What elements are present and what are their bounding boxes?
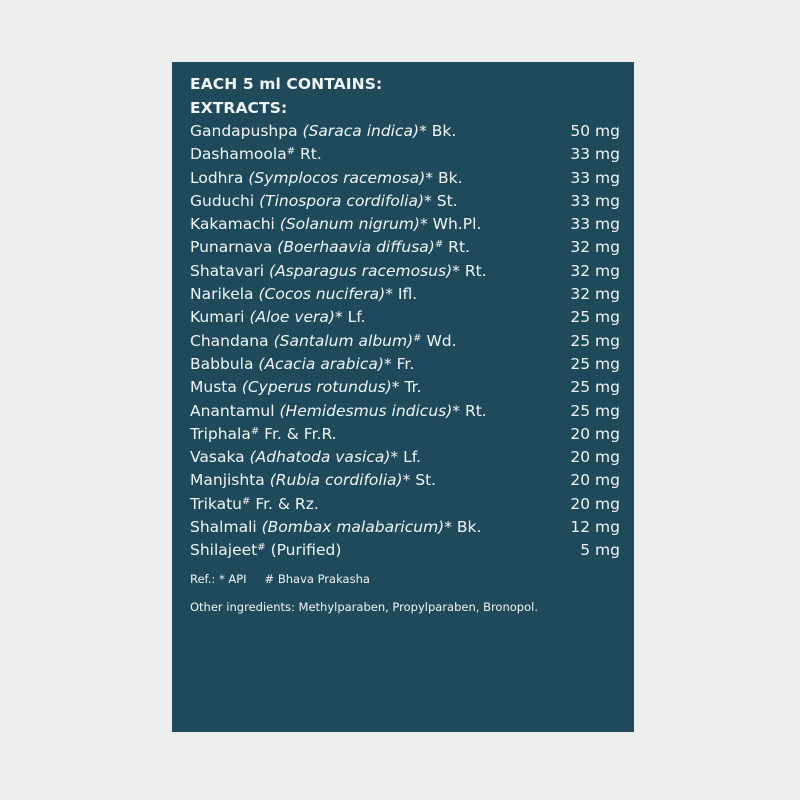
- ref-bhava: # Bhava Prakasha: [264, 571, 370, 586]
- ingredient-part: Tr.: [404, 378, 422, 397]
- ingredient-latin-name: (Cocos nucifera): [258, 285, 386, 304]
- ingredient-row: [190, 493, 620, 516]
- ingredient-amount: 33 mg: [570, 191, 620, 210]
- ingredient-name: Musta: [190, 378, 237, 397]
- ingredient-latin-name: (Santalum album): [273, 331, 414, 350]
- api-mark: *: [391, 378, 400, 397]
- ingredient-row: [190, 446, 620, 469]
- ingredient-part: Bk.: [437, 168, 463, 187]
- ingredient-amount: 32 mg: [570, 238, 620, 257]
- api-mark: *: [452, 401, 461, 420]
- ingredient-part: Fr. & Rz.: [255, 494, 319, 513]
- ingredient-amount: 20 mg: [570, 471, 620, 490]
- ingredient-row: [190, 143, 620, 166]
- ingredient-label: [190, 167, 570, 190]
- ingredient-latin-name: (Hemidesmus indicus): [279, 401, 453, 420]
- ingredient-part: Rt.: [464, 261, 487, 280]
- ref-api: Ref.: * API: [190, 571, 247, 586]
- ingredient-name: Gandapushpa: [190, 122, 298, 140]
- ingredient-label: [190, 469, 570, 492]
- ingredient-label: [190, 260, 570, 283]
- contains-heading: EACH 5 ml CONTAINS:: [190, 75, 383, 93]
- ingredient-label: [190, 376, 570, 399]
- ingredient-label: [190, 330, 570, 353]
- ingredient-row: [190, 376, 620, 399]
- ingredient-name: Manjishta: [190, 471, 265, 490]
- api-mark: *: [452, 261, 460, 280]
- ingredient-label: [190, 120, 570, 143]
- ingredient-row: [190, 283, 620, 306]
- ingredient-part: Rt.: [448, 238, 470, 257]
- ingredient-name: Narikela: [190, 285, 254, 304]
- api-mark: *: [419, 215, 428, 234]
- ingredient-amount: 25 mg: [570, 401, 620, 420]
- bhava-prakasha-mark: #: [250, 425, 260, 437]
- ingredient-name: Shilajeet: [190, 541, 258, 560]
- ingredient-row: [190, 306, 620, 329]
- ingredient-amount: 25 mg: [570, 308, 620, 327]
- ingredient-row: [190, 539, 620, 562]
- ingredient-part: Fr.: [396, 354, 415, 373]
- ingredient-label: [190, 190, 570, 213]
- ingredient-amount: 50 mg: [570, 122, 620, 140]
- ingredient-amount: 12 mg: [570, 518, 620, 537]
- ingredient-amount: 20 mg: [570, 448, 620, 467]
- ingredient-part: Bk.: [431, 122, 457, 140]
- ingredient-name: Babbula: [190, 354, 254, 373]
- ingredient-name: Anantamul: [190, 401, 275, 420]
- ingredient-label: [190, 306, 570, 329]
- ingredient-name: Vasaka: [190, 448, 245, 467]
- ingredient-name: Lodhra: [190, 168, 244, 187]
- ingredient-label: [190, 213, 570, 236]
- ingredient-latin-name: (Asparagus racemosus): [269, 261, 453, 280]
- ingredient-latin-name: (Rubia cordifolia): [269, 471, 403, 490]
- ingredient-latin-name: (Saraca indica): [302, 122, 420, 140]
- reference-line: [190, 571, 620, 587]
- ingredient-amount: 25 mg: [570, 331, 620, 350]
- ingredient-latin-name: (Solanum nigrum): [279, 215, 420, 234]
- ingredient-latin-name: (Bombax malabaricum): [261, 518, 445, 537]
- ingredient-row: [190, 190, 620, 213]
- ingredient-part: Bk.: [456, 518, 482, 537]
- bhava-prakasha-mark: #: [257, 542, 266, 554]
- api-mark: *: [402, 471, 411, 490]
- ingredient-latin-name: (Tinospora cordifolia): [259, 191, 425, 210]
- ingredient-label: [190, 236, 570, 259]
- ingredient-part: Lf.: [403, 448, 421, 467]
- ingredient-row: [190, 260, 620, 283]
- ingredient-amount: 33 mg: [570, 145, 620, 164]
- ingredient-part: Fr. & Fr.R.: [264, 424, 337, 443]
- ingredient-row: [190, 120, 620, 143]
- bhava-prakasha-mark: #: [434, 239, 444, 251]
- ingredient-latin-name: (Adhatoda vasica): [249, 448, 391, 467]
- ingredient-amount: 25 mg: [570, 354, 620, 373]
- api-mark: *: [424, 191, 432, 210]
- ingredient-row: [190, 469, 620, 492]
- ingredient-label: [190, 400, 570, 423]
- ingredient-amount: 20 mg: [570, 494, 620, 513]
- ingredient-label: [190, 539, 580, 562]
- ingredient-part: Wh.Pl.: [432, 215, 482, 234]
- ingredient-part: Wd.: [426, 331, 457, 350]
- ingredient-label: [190, 283, 570, 306]
- ingredient-part: Lf.: [347, 308, 366, 327]
- ingredient-latin-name: (Symplocos racemosa): [248, 168, 426, 187]
- api-mark: *: [419, 122, 427, 140]
- ingredient-part: St.: [436, 191, 458, 210]
- ingredient-latin-name: (Boerhaavia diffusa): [277, 238, 435, 257]
- bhava-prakasha-mark: #: [241, 495, 251, 507]
- ingredient-list: [190, 120, 620, 563]
- ingredient-amount: 5 mg: [580, 541, 620, 560]
- ingredient-label: [190, 446, 570, 469]
- ingredient-name: Triphala: [190, 424, 251, 443]
- ingredient-name: Chandana: [190, 331, 269, 350]
- extracts-heading: EXTRACTS:: [190, 99, 288, 117]
- ingredient-label: [190, 143, 570, 166]
- ingredient-name: Punarnava: [190, 238, 273, 257]
- ingredient-part: Ifl.: [397, 285, 418, 304]
- ingredient-amount: 25 mg: [570, 378, 620, 397]
- ingredient-amount: 33 mg: [570, 168, 620, 187]
- ingredient-row: [190, 353, 620, 376]
- ingredient-amount: 33 mg: [570, 215, 620, 234]
- ingredient-part: Rt.: [300, 145, 322, 164]
- api-mark: *: [390, 448, 399, 467]
- ingredient-latin-name: (Cyperus rotundus): [241, 378, 392, 397]
- ingredient-name: Shalmali: [190, 518, 257, 537]
- ingredient-label: [190, 516, 570, 539]
- other-ingredients: Other ingredients: Methylparaben, Propylparaben, Bronopol.: [190, 599, 538, 614]
- ingredient-row: [190, 213, 620, 236]
- ingredient-latin-name: (Acacia arabica): [258, 354, 384, 373]
- bhava-prakasha-mark: #: [286, 146, 296, 158]
- api-mark: *: [334, 308, 343, 327]
- ingredient-part: Rt.: [464, 401, 487, 420]
- ingredient-part: St.: [415, 471, 437, 490]
- ingredient-amount: 32 mg: [570, 285, 620, 304]
- ingredient-name: Dashamoola: [190, 145, 287, 164]
- api-mark: *: [383, 354, 392, 373]
- ingredient-row: [190, 516, 620, 539]
- api-mark: *: [444, 518, 452, 537]
- ingredient-name: Trikatu: [190, 494, 242, 513]
- ingredient-part: (Purified): [270, 541, 342, 560]
- bhava-prakasha-mark: #: [413, 332, 422, 344]
- ingredient-row: [190, 236, 620, 259]
- ingredient-row: [190, 330, 620, 353]
- ingredient-name: Shatavari: [190, 261, 265, 280]
- ingredient-label: [190, 353, 570, 376]
- ingredient-name: Kumari: [190, 308, 245, 327]
- ingredient-name: Guduchi: [190, 191, 255, 210]
- ingredient-row: [190, 167, 620, 190]
- ingredients-panel: [172, 62, 634, 732]
- ingredient-amount: 20 mg: [570, 424, 620, 443]
- api-mark: *: [425, 168, 434, 187]
- ingredient-latin-name: (Aloe vera): [249, 308, 335, 327]
- api-mark: *: [385, 285, 393, 304]
- ingredient-label: [190, 423, 570, 446]
- ingredient-row: [190, 400, 620, 423]
- ingredient-row: [190, 423, 620, 446]
- ingredient-amount: 32 mg: [570, 261, 620, 280]
- ingredient-name: Kakamachi: [190, 215, 275, 234]
- ingredient-label: [190, 493, 570, 516]
